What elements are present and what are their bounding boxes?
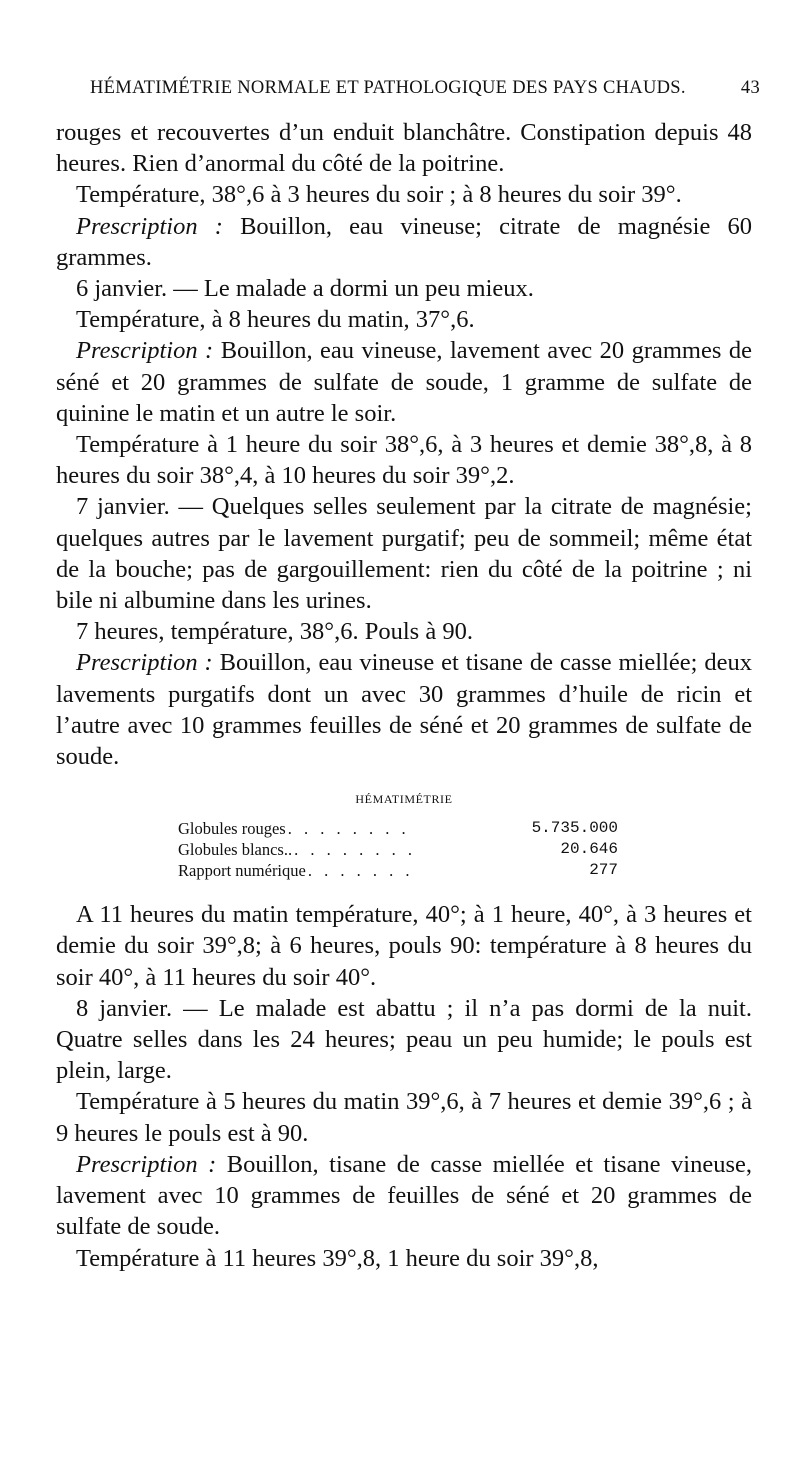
paragraph-text: 6 janvier. — Le malade a dormi un peu mieux. [76, 275, 534, 303]
paragraph [56, 335, 752, 429]
paragraphs-after-table [56, 899, 752, 1273]
running-header [90, 78, 760, 99]
paragraph [56, 1086, 752, 1148]
paragraph [56, 304, 752, 335]
table-row [178, 818, 618, 839]
prescription-label: Prescription : [76, 337, 214, 365]
paragraph-text: 7 heures, température, 38°,6. Pouls à 90. [76, 618, 473, 646]
paragraph-text: Température à 5 heures du matin 39°,6, à 7 heures et demie 39°,6 ; à 9 heures le pouls est à 90. [56, 1088, 752, 1147]
paragraph-text: 7 janvier. — Quelques selles seulement par la citrate de magnésie; quelques autres par le lavement purgatif; peu de sommeil; même état de la bouche; pas de gargouillement: rien du côté de la poitrine ; ni bile ni albumine dans les urines. [56, 493, 752, 615]
paragraph-text: Bouillon, eau vineuse et tisane de casse miellée; deux lavements purgatifs dont un avec 30 grammes d’huile de ricin et l’autre avec 10 grammes feuilles de séné et 20 grammes de sulfate de soude. [56, 649, 752, 771]
leader-dots: . . . . . . . [307, 861, 414, 881]
paragraph [56, 117, 752, 179]
table-title: HÉMATIMÉTRIE [355, 792, 453, 807]
paragraph-text: Température, à 8 heures du matin, 37°,6. [76, 306, 475, 334]
running-title: HÉMATIMÉTRIE NORMALE ET PATHOLOGIQUE DES PAYS CHAUDS. [90, 78, 686, 98]
paragraph-text: 8 janvier. — Le malade est abattu ; il n’a pas dormi de la nuit. Quatre selles dans les 24 heures; peau un peu humide; le pouls est plein, large. [56, 994, 752, 1085]
paragraph-text: Température, 38°,6 à 3 heures du soir ; à 8 heures du soir 39°. [76, 181, 682, 209]
table-rows [56, 818, 752, 881]
hematimetry-table [56, 792, 752, 881]
table-row [178, 860, 618, 881]
paragraph-text: rouges et recouvertes d’un enduit blanchâtre. Constipation depuis 48 heures. Rien d’anormal du côté de la poitrine. [56, 119, 752, 178]
paragraph-text: Bouillon, eau vineuse, lavement avec 20 grammes de séné et 20 grammes de sulfate de soude, 1 gramme de sulfate de quinine le matin et un autre le soir. [56, 337, 752, 427]
paragraph-text: A 11 heures du matin température, 40°; à 1 heure, 40°, à 3 heures et demie du soir 39°,8; à 6 heures, pouls 90: température à 8 heures du soir 40°, à 11 heures du soir 40°. [56, 901, 752, 991]
prescription-label: Prescription : [76, 1150, 217, 1178]
row-label: Globules rouges [178, 819, 286, 839]
paragraph [56, 1149, 752, 1243]
paragraph [56, 899, 752, 993]
row-label: Globules blancs.. [178, 840, 293, 860]
row-value: 20.646 [560, 840, 618, 859]
paragraph-text: Température à 11 heures 39°,8, 1 heure du soir 39°,8, [76, 1244, 599, 1272]
table-row [178, 839, 618, 860]
leader-dots: . . . . . . . . [287, 819, 410, 839]
paragraph [56, 491, 752, 616]
paragraph [56, 647, 752, 772]
paragraph-text: Température à 1 heure du soir 38°,6, à 3 heures et demie 38°,8, à 8 heures du soir 38°,4, à 10 heures du soir 39°,2. [56, 431, 752, 490]
paragraph [56, 993, 752, 1087]
prescription-label: Prescription : [76, 212, 223, 240]
paragraph [56, 273, 752, 304]
leader-dots: . . . . . . . . [294, 840, 416, 860]
row-value: 5.735.000 [531, 819, 618, 838]
paragraph [56, 1243, 752, 1274]
paragraph [56, 616, 752, 647]
paragraph [56, 179, 752, 210]
body-text [56, 117, 752, 1274]
paragraph [56, 429, 752, 491]
paragraph [56, 211, 752, 273]
paragraph-text: Bouillon, eau vineuse; citrate de magnésie 60 grammes. [56, 212, 752, 271]
paragraph-text: Bouillon, tisane de casse miellée et tisane vineuse, lavement avec 10 grammes de feuilles de séné et 20 grammes de sulfate de soude. [56, 1150, 752, 1241]
prescription-label: Prescription : [76, 649, 213, 677]
row-value: 277 [589, 861, 618, 880]
paragraphs-before-table [56, 117, 752, 772]
row-label: Rapport numérique [178, 861, 306, 881]
page-number: 43 [740, 78, 760, 98]
